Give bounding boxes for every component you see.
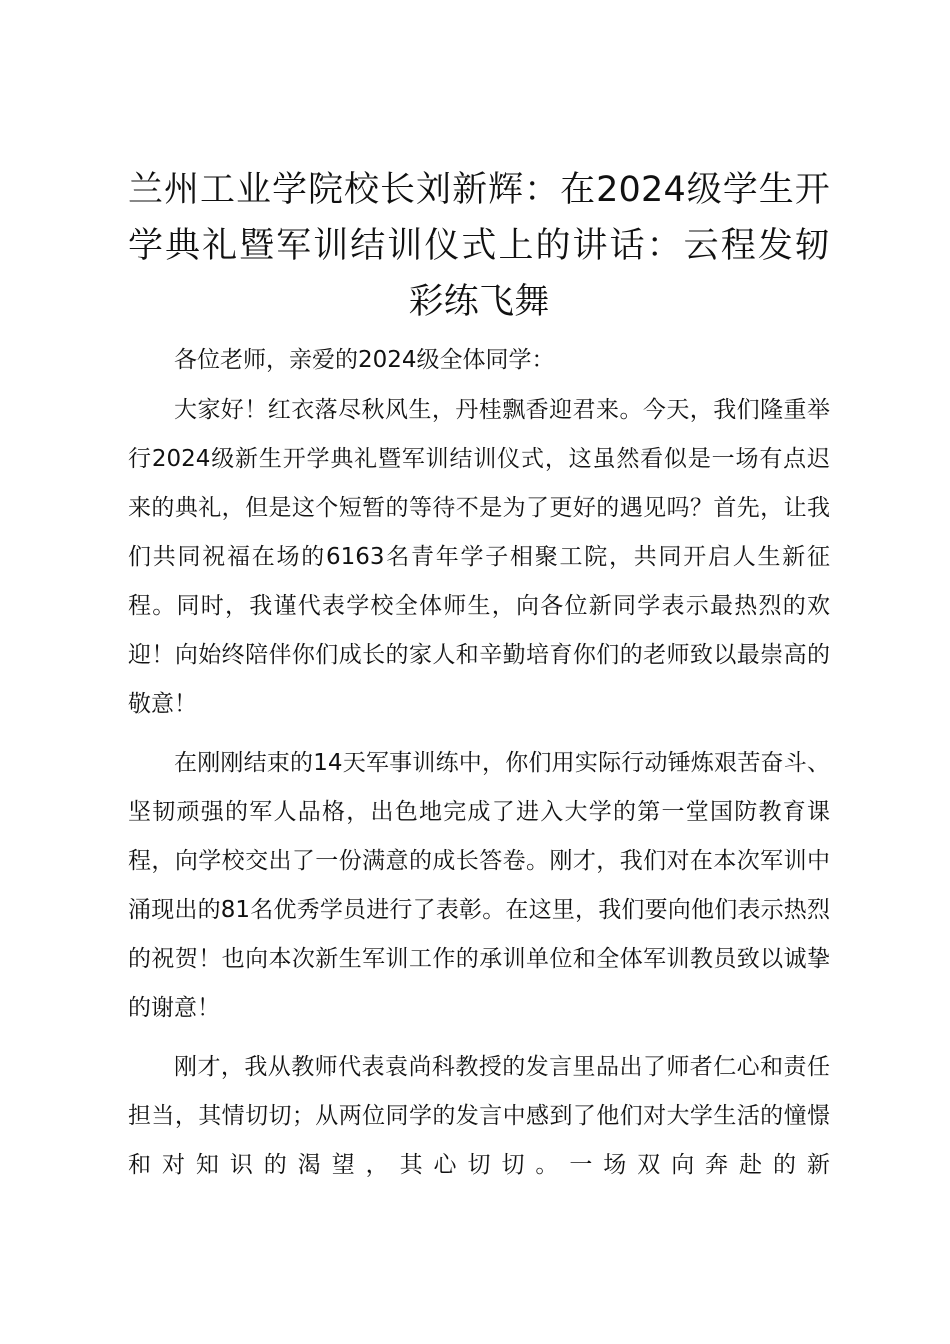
paragraph-3: 刚才，我从教师代表袁尚科教授的发言里品出了师者仁心和责任担当，其情切切；从两位同学的发言中感到了他们对大学生活的憧憬和对知识的渴望，其心切切。一场双向奔赴的新 (128, 1054, 830, 1178)
salutation: 各位老师，亲爱的2024级全体同学： (174, 347, 555, 373)
paragraph-1: 大家好！红衣落尽秋风生，丹桂飘香迎君来。今天，我们隆重举行2024级新生开学典礼暨军训结训仪式，这虽然看似是一场有点迟来的典礼，但是这个短暂的等待不是为了更好的遇见吗？首先，让我们共同祝福在场的6163名青年学子相聚工院，共同开启人生新征程。同时，我谨代表学校全体师生，向各位新同学表示最热烈的欢迎！向始终陪伴你们成长的家人和辛勤培育你们的老师致以最崇高的敬意！ (128, 397, 830, 717)
document-page (128, 162, 830, 1200)
document-title: 兰州工业学院校长刘新辉：在2024级学生开学典礼暨军训结训仪式上的讲话：云程发轫彩练飞舞 (128, 170, 830, 322)
paragraph-2: 在刚刚结束的14天军事训练中，你们用实际行动锤炼艰苦奋斗、坚韧顽强的军人品格，出色地完成了进入大学的第一堂国防教育课程，向学校交出了一份满意的成长答卷。刚才，我们对在本次军训中涌现出的81名优秀学员进行了表彰。在这里，我们要向他们表示热烈的祝贺！也向本次新生军训工作的承训单位和全体军训教员致以诚挚的谢意！ (128, 750, 830, 1021)
